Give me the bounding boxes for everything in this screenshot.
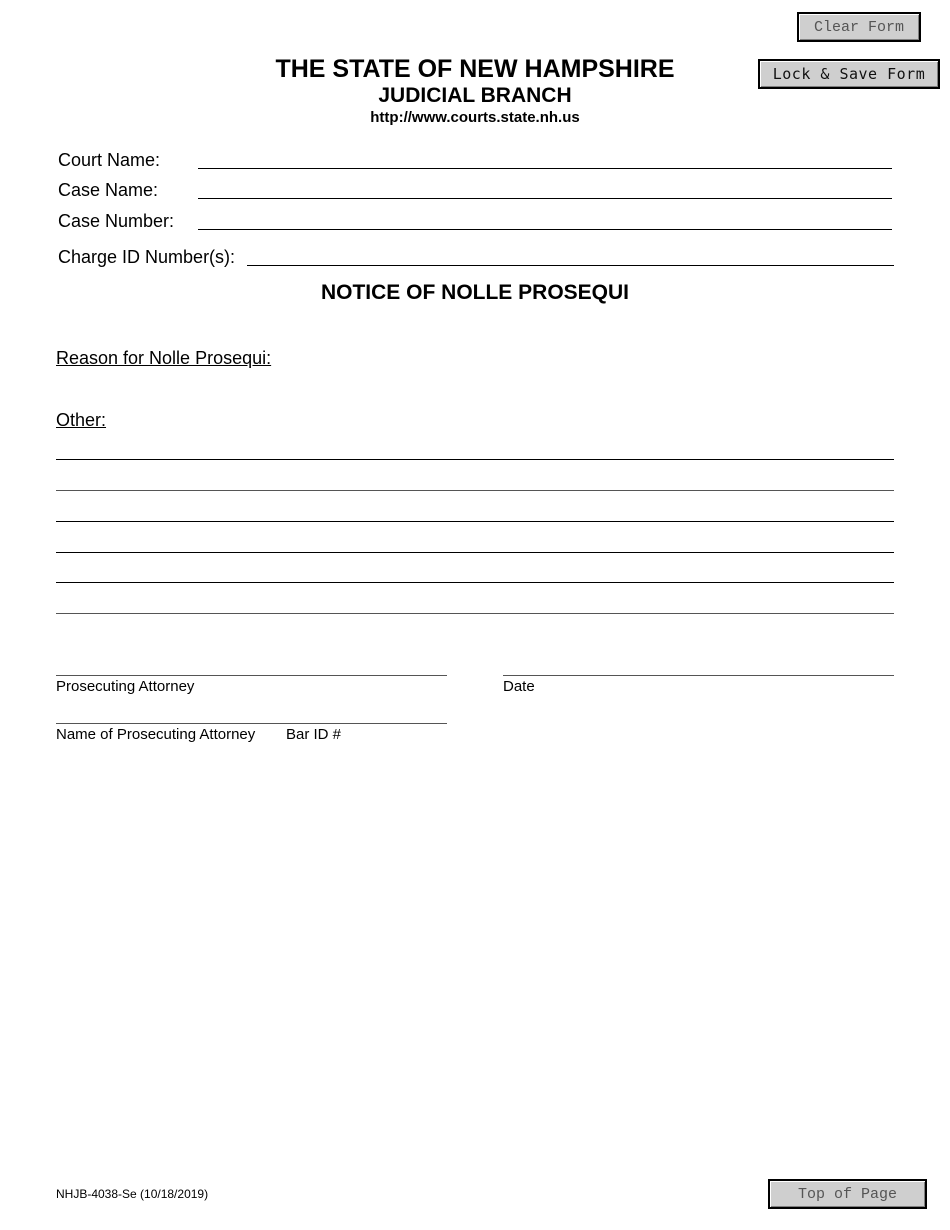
other-line-6[interactable] [56,613,894,614]
notice-title: NOTICE OF NOLLE PROSEQUI [320,281,630,304]
court-name-field[interactable] [198,168,892,169]
prosecuting-attorney-label: Prosecuting Attorney [56,678,195,695]
attorney-name-line[interactable] [56,723,447,724]
court-url: http://www.courts.state.nh.us [370,109,580,126]
branch-title: JUDICIAL BRANCH [378,84,572,107]
case-number-field[interactable] [198,229,892,230]
other-line-4[interactable] [56,552,894,553]
other-label: Other: [56,410,107,430]
form-id: NHJB-4038-Se (10/18/2019) [56,1187,209,1201]
bar-id-label: Bar ID # [286,726,342,743]
lock-save-form-button[interactable]: Lock & Save Form [758,59,940,89]
reason-label: Reason for Nolle Prosequi: [56,348,272,368]
attorney-name-label: Name of Prosecuting Attorney [56,726,256,743]
case-name-label: Case Name: [58,180,159,200]
clear-form-button[interactable]: Clear Form [797,12,921,42]
other-line-5[interactable] [56,582,894,583]
court-name-label: Court Name: [58,150,161,170]
date-line[interactable] [503,675,894,676]
charge-id-field[interactable] [247,265,894,266]
state-title: THE STATE OF NEW HAMPSHIRE [275,55,675,83]
date-label: Date [503,678,535,695]
charge-id-label: Charge ID Number(s): [58,247,236,267]
other-line-2[interactable] [56,490,894,491]
top-of-page-button[interactable]: Top of Page [768,1179,927,1209]
other-line-3[interactable] [56,521,894,522]
case-name-field[interactable] [198,198,892,199]
other-line-1[interactable] [56,459,894,460]
case-number-label: Case Number: [58,211,175,231]
prosecuting-attorney-signature-line[interactable] [56,675,447,676]
